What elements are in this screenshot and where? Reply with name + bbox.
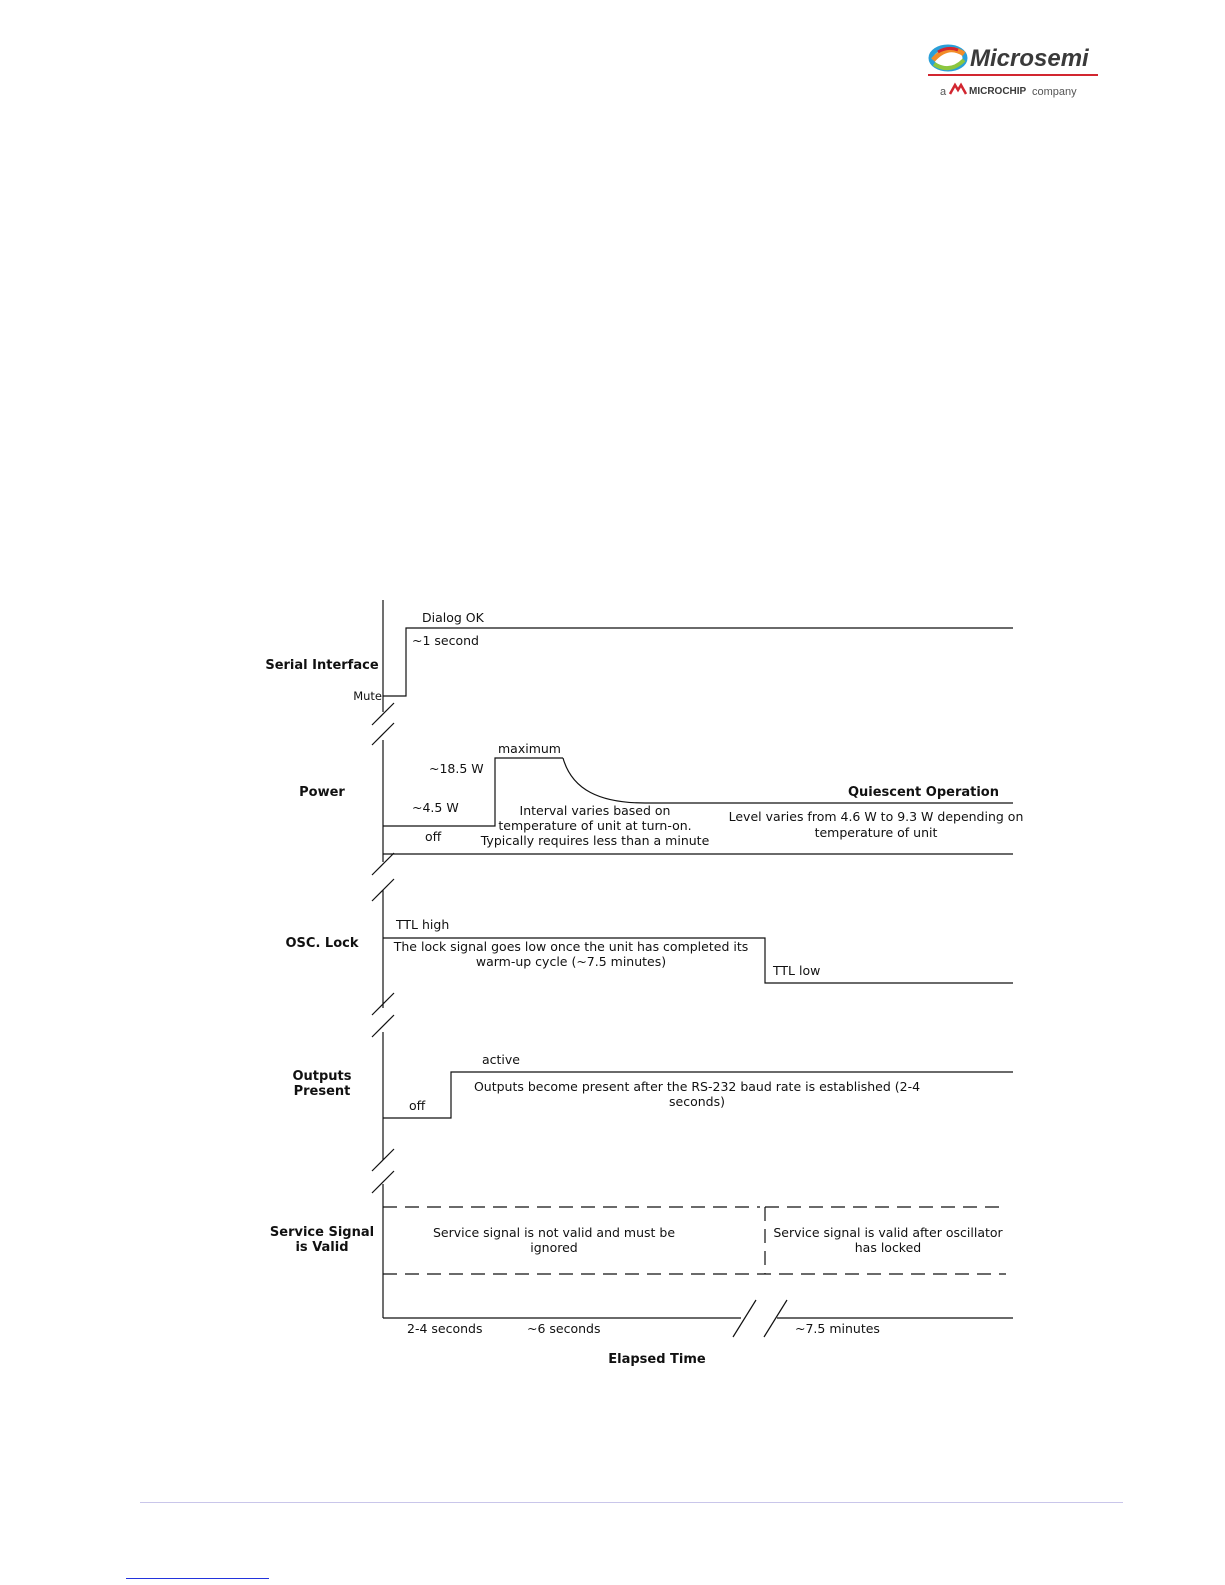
power-quiescent-label: Quiescent Operation: [847, 785, 999, 800]
outputs-label-line2: Present: [293, 1084, 351, 1099]
power-interval-line3: Typically requires less than a minute: [480, 833, 710, 848]
power-interval-line2: temperature of unit at turn-on.: [498, 818, 692, 833]
osc-low-label: TTL low: [773, 963, 821, 978]
serial-delay-label: ~1 second: [412, 633, 479, 648]
outputs-active-label: active: [482, 1052, 520, 1067]
service-valid-line1: Service signal is valid after oscillator: [773, 1225, 1003, 1240]
time-tick-1: 2-4 seconds: [407, 1321, 483, 1336]
osc-high-label: TTL high: [396, 917, 450, 932]
logo-tagline-company: MICROCHIP: [969, 86, 1027, 97]
serial-interface-label: Serial Interface: [265, 658, 379, 673]
logo-tagline-suffix: company: [1032, 86, 1077, 98]
service-label-line2: is Valid: [295, 1240, 349, 1255]
outputs-note-line2: seconds): [669, 1094, 725, 1109]
power-level-line1: Level varies from 4.6 W to 9.3 W depending on: [728, 809, 1024, 824]
power-label: Power: [299, 785, 345, 800]
power-interval-line1: Interval varies based on: [519, 803, 671, 818]
power-level-line2: temperature of unit: [814, 825, 938, 840]
outputs-label-line1: Outputs: [292, 1069, 352, 1084]
power-peak-label: maximum: [498, 741, 561, 756]
service-invalid-line2: ignored: [530, 1240, 578, 1255]
osc-note-line1: The lock signal goes low once the unit has completed its: [393, 939, 749, 954]
time-tick-3: ~7.5 minutes: [795, 1321, 880, 1336]
osc-note-line2: warm-up cycle (~7.5 minutes): [475, 954, 667, 969]
time-tick-2: ~6 seconds: [527, 1321, 601, 1336]
serial-high-label: Dialog OK: [422, 610, 484, 625]
serial-low-label: Mute: [353, 689, 382, 703]
service-invalid-line1: Service signal is not valid and must be: [432, 1225, 676, 1240]
osc-lock-label: OSC. Lock: [285, 936, 359, 951]
time-axis-title: Elapsed Time: [608, 1352, 706, 1367]
footer-link-underline[interactable]: [126, 1578, 269, 1579]
footer-divider: [140, 1502, 1123, 1503]
outputs-off-label: off: [409, 1098, 426, 1113]
logo-tagline-a: a: [940, 86, 947, 98]
power-off-label: off: [425, 829, 442, 844]
outputs-note-line1: Outputs become present after the RS-232 baud rate is established (2-4: [473, 1079, 921, 1094]
service-label-line1: Service Signal: [269, 1225, 375, 1240]
service-valid-line2: has locked: [854, 1240, 922, 1255]
power-low-value: ~4.5 W: [412, 800, 459, 815]
power-peak-value: ~18.5 W: [429, 761, 484, 776]
logo-brand: Microsemi: [970, 45, 1089, 72]
